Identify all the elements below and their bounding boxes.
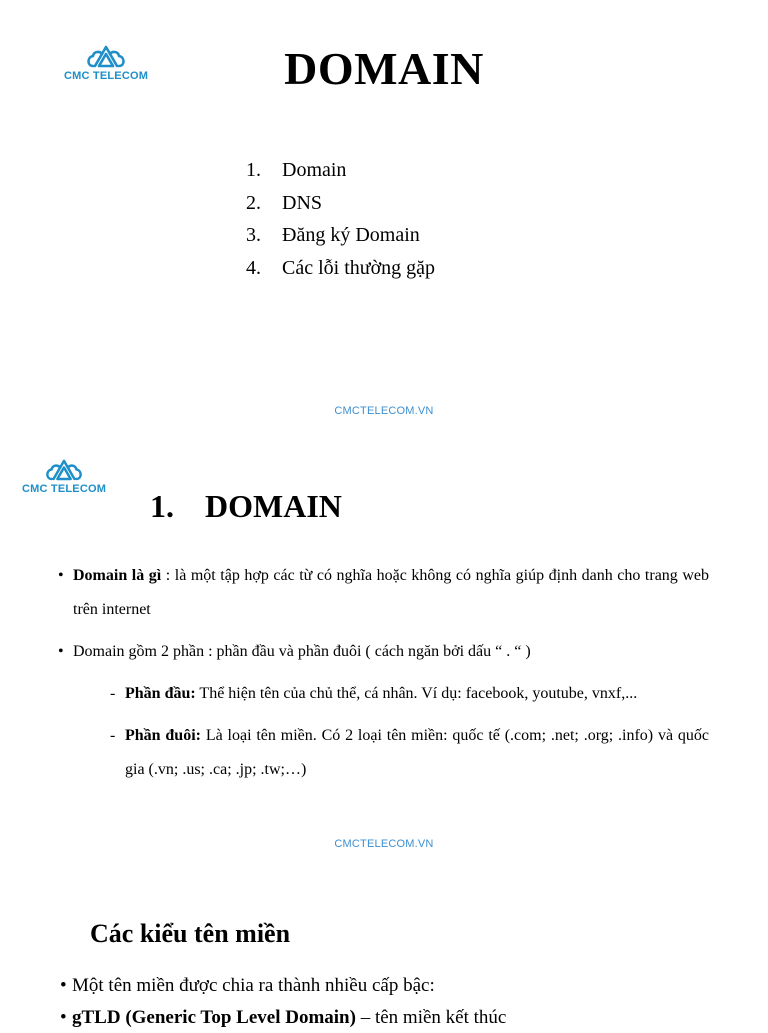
slide-domain: [0, 430, 768, 867]
toc-item-register-domain: 3. Đăng ký Domain: [246, 224, 420, 246]
section-heading: Các kiểu tên miền: [90, 919, 291, 948]
footer-url: CMCTELECOM.VN: [334, 838, 434, 850]
cmc-telecom-logo: [22, 456, 106, 495]
bullet-domain-definition: • Domain là gì : là một tập hợp các từ có nghĩa hoặc không có nghĩa giúp định danh cho trang web trên internet: [58, 567, 710, 618]
slide-title-heading: DOMAIN: [284, 43, 484, 94]
bullet-list: [58, 559, 709, 787]
slide-domain-types: [0, 867, 768, 1028]
toc-item-dns: 2. DNS: [246, 191, 323, 214]
toc-item-domain: 1. Domain: [246, 159, 347, 181]
sub-bullet-tail: - Phần đuôi: Là loại tên miền. Có 2 loại tên miền: quốc tế (.com; .net; .org; .info) và quốc gia (.vn; .us; .ca; .jp; .tw;…): [110, 727, 709, 778]
bullet-gtld: • gTLD (Generic Top Level Domain) – tên miền kết thúc: [60, 1007, 507, 1028]
toc-item-common-errors: 4. Các lỗi thường gặp: [246, 256, 436, 279]
footer-url: CMCTELECOM.VN: [334, 405, 434, 417]
table-of-contents: [246, 156, 435, 286]
cloud-logo-icon: [44, 456, 84, 481]
sub-bullet-head: - Phần đầu: Thể hiện tên của chủ thể, cá nhân. Ví dụ: facebook, youtube, vnxf,...: [110, 685, 638, 702]
slide-title: [0, 0, 768, 430]
bullet-domain-parts: • Domain gồm 2 phần : phần đầu và phần đuôi ( cách ngăn bởi dấu “ . “ ): [58, 643, 531, 660]
logo-text: CMC TELECOM: [64, 70, 149, 82]
logo-text: CMC TELECOM: [22, 483, 107, 495]
section-heading: 1. DOMAIN: [150, 488, 342, 524]
bullet-domain-levels: • Một tên miền được chia ra thành nhiều cấp bậc:: [60, 975, 435, 996]
